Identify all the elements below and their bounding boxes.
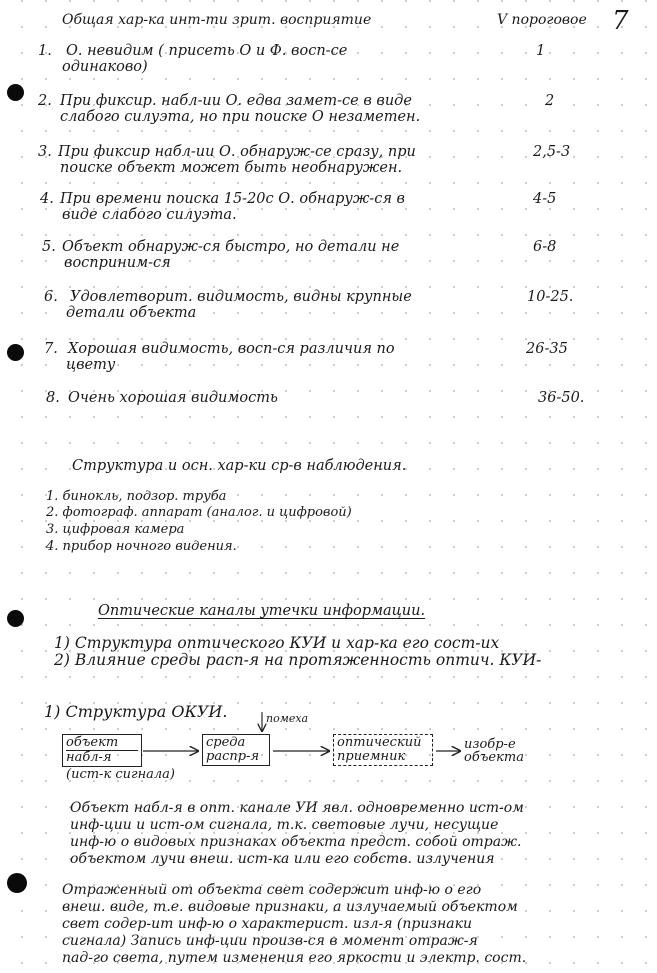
row-4-number: 4. — [40, 191, 54, 207]
source-caption: (ист-к сигнала) — [66, 767, 175, 782]
device-3: 3. цифровая камера — [46, 522, 185, 537]
output-line-2: объекта — [464, 750, 524, 765]
row-2-value: 2 — [545, 93, 555, 109]
topic-2: 2) Влияние среды расп-я на протяженность оптич. КУИ- — [54, 651, 542, 669]
table-header-right: V пороговое — [497, 12, 587, 28]
medium-line-1: среда — [206, 735, 246, 750]
row-2-number: 2. — [38, 93, 52, 109]
row-4-line2: виде слабого силуэта. — [62, 207, 237, 223]
row-2-line2: слабого силуэта, но при поиске О незаметен. — [60, 109, 421, 125]
row-4-line1: При времени поиска 15-20с О. обнаруж-ся в — [60, 191, 405, 207]
noise-label: помеха — [266, 712, 309, 725]
row-5-line2: восприним-ся — [64, 255, 171, 271]
device-4: 4. прибор ночного видения. — [46, 539, 237, 554]
row-8-value: 36-50. — [538, 390, 585, 406]
row-6-value: 10-25. — [527, 289, 574, 305]
punch-hole — [7, 344, 24, 361]
output-line-1: изобр-е — [464, 737, 516, 752]
row-7-line1: Хорошая видимость, восп-ся различия по — [68, 341, 395, 357]
row-3-line1: При фиксир набл-ии О. обнаруж-се сразу, при — [58, 144, 416, 160]
para2-line1: Отраженный от объекта свет содержит инф-ю о его — [62, 882, 482, 898]
row-1-line2: одинаково) — [62, 59, 148, 75]
row-2-line1: При фиксир. набл-ии О. едва замет-се в виде — [60, 93, 412, 109]
row-3-number: 3. — [38, 144, 52, 160]
punch-hole — [7, 873, 27, 893]
row-8-line1: Очень хорошая видимость — [68, 390, 278, 406]
row-1-line1: О. невидим ( присеть О и Ф. восп-се — [66, 43, 348, 59]
row-7-value: 26-35 — [526, 341, 568, 357]
punch-hole — [7, 84, 24, 101]
punch-hole — [7, 610, 24, 627]
table-header-left: Общая хар-ка инт-ти зрит. восприятие — [62, 12, 372, 28]
receiver-line-2: приемник — [337, 749, 406, 764]
para1-line2: инф-ции и ист-ом сигнала, т.к. световые лучи, несущие — [70, 817, 499, 833]
row-5-line1: Объект обнаруж-ся быстро, но детали не — [62, 239, 400, 255]
page-number: 7 — [612, 6, 629, 36]
source-line-2: набл-я — [66, 750, 138, 765]
topic-1: 1) Структура оптического КУИ и хар-ка его сост-их — [54, 634, 500, 652]
para2-line3: свет содер-ит инф-ю о характерист. изл-я (признаки — [62, 916, 472, 932]
row-5-number: 5. — [42, 239, 56, 255]
row-3-line2: поиске объект может быть необнаружен. — [60, 160, 403, 176]
para1-line3: инф-ю о видовых признаках объекта предст. собой отраж. — [70, 834, 522, 850]
row-6-line1: Удовлетворит. видимость, видны крупные — [70, 289, 412, 305]
section-title: Оптические каналы утечки информации. — [98, 603, 426, 619]
device-1: 1. бинокль, подзор. труба — [46, 489, 227, 504]
row-7-line2: цвету — [66, 357, 116, 373]
device-2: 2. фотограф. аппарат (аналог. и цифровой) — [46, 505, 352, 520]
para1-line4: объектом лучи внеш. ист-ка или его собств. излучения — [70, 851, 495, 867]
para1-line1: Объект набл-я в опт. канале УИ явл. одновременно ист-ом — [70, 800, 524, 816]
source-line-1: объект — [66, 735, 119, 750]
medium-line-2: распр-я — [206, 749, 260, 764]
row-6-line2: детали объекта — [66, 305, 197, 321]
row-3-value: 2,5-3 — [533, 144, 571, 160]
receiver-line-1: оптический — [337, 735, 422, 750]
structure-title: Структура и осн. хар-ки ср-в наблюдения. — [72, 458, 407, 474]
row-1-number: 1. — [38, 43, 52, 59]
row-1-value: 1 — [536, 43, 546, 59]
para2-line4: сигнала) Запись инф-ции произв-ся в момент отраж-я — [62, 933, 478, 949]
okui-title: 1) Структура ОКУИ. — [44, 702, 228, 721]
row-5-value: 6-8 — [533, 239, 557, 255]
para2-line5: пад-го света, путем изменения его яркости и электр. сост. — [62, 950, 527, 966]
para2-line2: внеш. виде, т.е. видовые признаки, а излучаемый объектом — [62, 899, 518, 915]
row-8-number: 8. — [46, 390, 60, 406]
row-7-number: 7. — [44, 341, 58, 357]
row-4-value: 4-5 — [533, 191, 557, 207]
row-6-number: 6. — [44, 289, 58, 305]
